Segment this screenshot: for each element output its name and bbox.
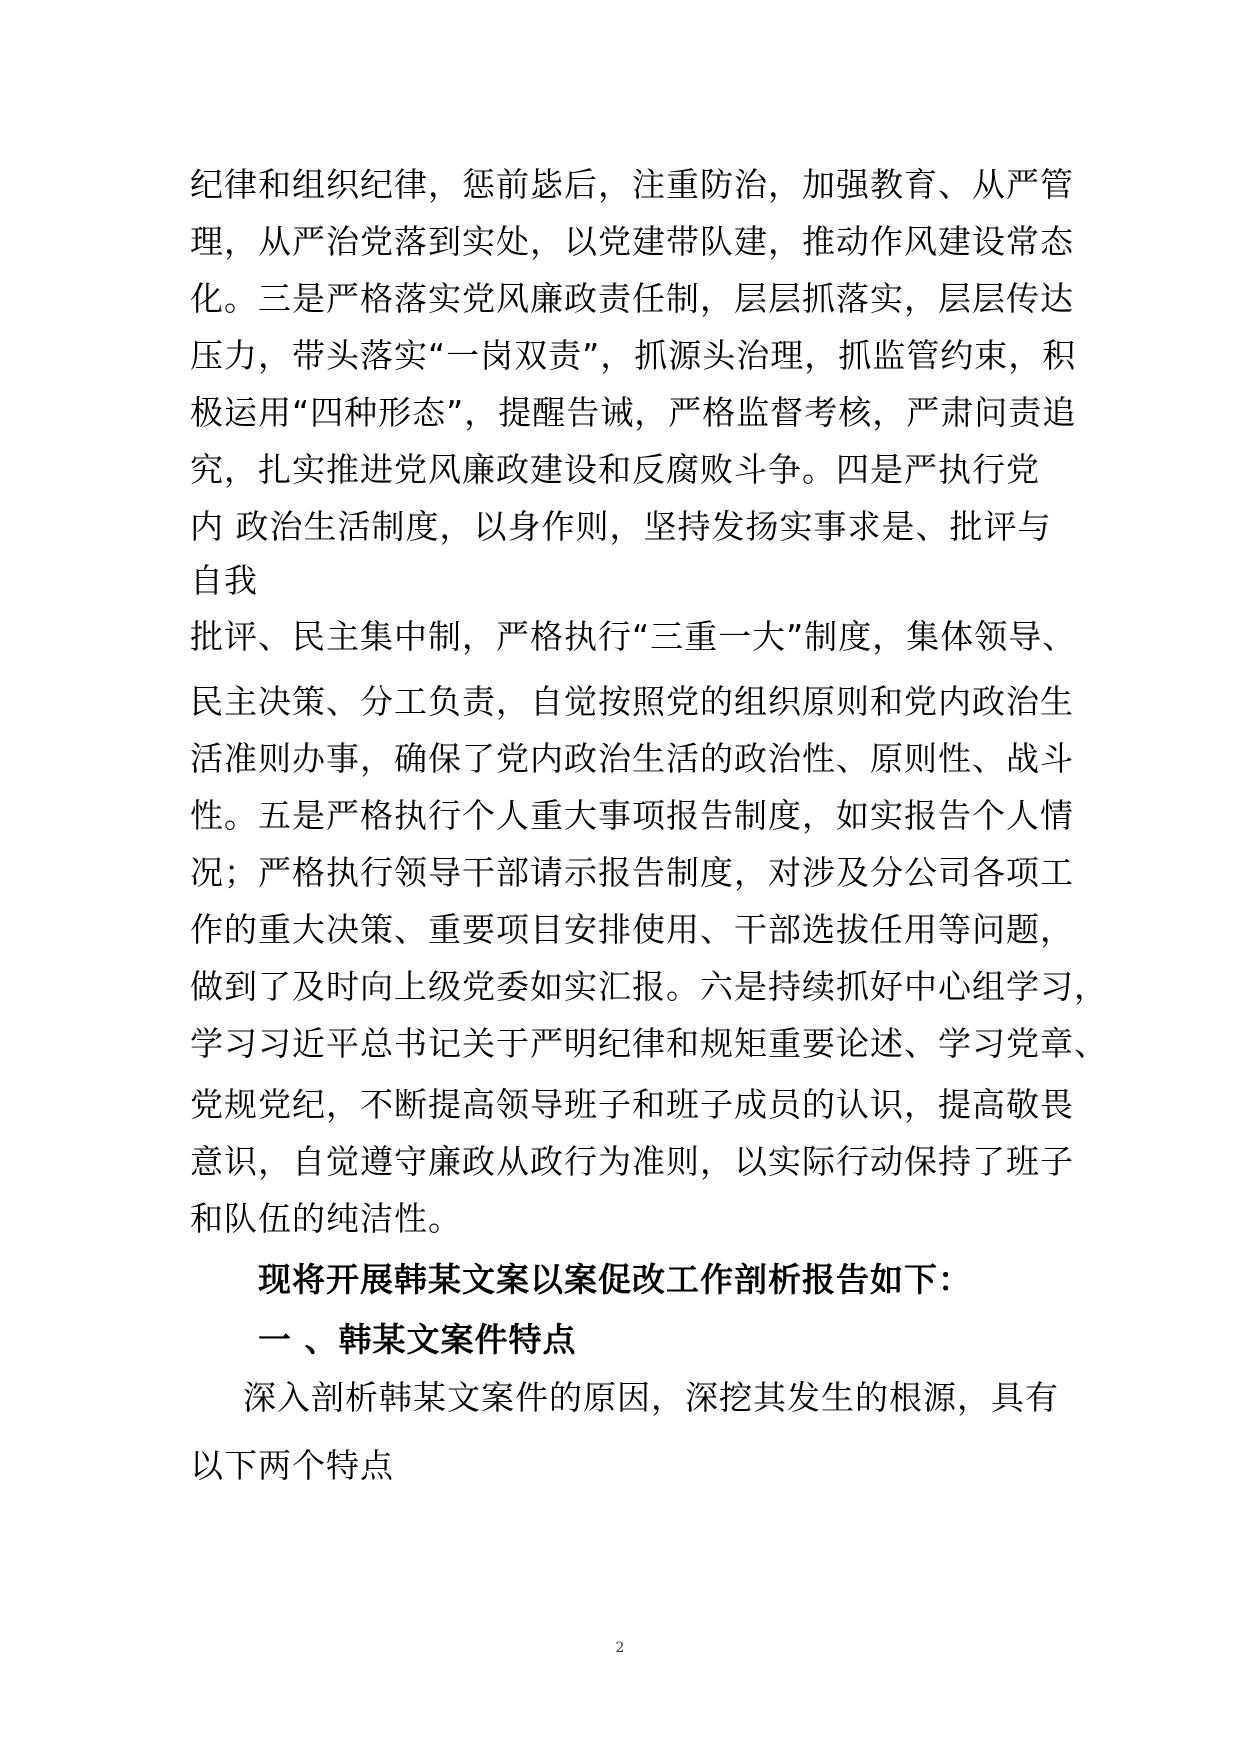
body-line-10: 民主决策、分工负责，自觉按照党的组织原则和党内政治生 — [190, 682, 1074, 721]
body-line-17: 党规党纪，不断提高领导班子和班子成员的认识，提高敬畏 — [190, 1085, 1074, 1124]
intro-heading: 现将开展韩某文案以案促改工作剖析报告如下： — [258, 1260, 972, 1299]
body-line-18: 意识，自觉遵守廉政从政行为准则，以实际行动保持了班子 — [190, 1142, 1074, 1181]
body-line-3: 化。三是严格落实党风廉政责任制，层层抓落实，层层传达 — [190, 279, 1074, 318]
body-line-6: 究，扎实推进党风廉政建设和反腐败斗争。四是严执行党 — [190, 450, 1040, 489]
body-line-7: 内 政治生活制度，以身作则，坚持发扬实事求是、批评与 — [190, 507, 1052, 546]
body-line-16: 学习习近平总书记关于严明纪律和规矩重要论述、学习党章、 — [190, 1024, 1108, 1063]
body-line-13: 况；严格执行领导干部请示报告制度，对涉及分公司各项工 — [190, 853, 1074, 892]
body-line-12: 性。五是严格执行个人重大事项报告制度，如实报告个人情 — [190, 796, 1074, 835]
body-line-9: 批评、民主集中制，严格执行“三重一大”制度，集体领导、 — [190, 617, 1077, 656]
body-line-15: 做到了及时向上级党委如实汇报。六是持续抓好中心组学习， — [190, 967, 1108, 1006]
body-line-8: 自我 — [190, 561, 258, 600]
body-line-11: 活准则办事，确保了党内政治生活的政治性、原则性、战斗 — [190, 739, 1074, 778]
body-line-1: 纪律和组织纪律，惩前毖后，注重防治，加强教育、从严管 — [190, 165, 1074, 204]
body-line-14: 作的重大决策、重要项目安排使用、干部选拔任用等问题， — [190, 910, 1074, 949]
body-line-2: 理，从严治党落到实处，以党建带队建，推动作风建设常态 — [190, 222, 1074, 261]
section-body-line-2: 以下两个特点 — [190, 1446, 394, 1485]
body-line-19: 和队伍的纯洁性。 — [190, 1199, 462, 1238]
body-line-4: 压力，带头落实“一岗双责”，抓源头治理，抓监管约束，积 — [190, 336, 1077, 375]
body-line-5: 极运用“四种形态”，提醒告诫，严格监督考核，严肃问责追 — [190, 393, 1077, 432]
page-number: 2 — [615, 1640, 625, 1656]
section-heading: 一 、韩某文案件特点 — [258, 1320, 577, 1359]
section-body-line-1: 深入剖析韩某文案件的原因，深挖其发生的根源，具有 — [243, 1378, 1059, 1417]
